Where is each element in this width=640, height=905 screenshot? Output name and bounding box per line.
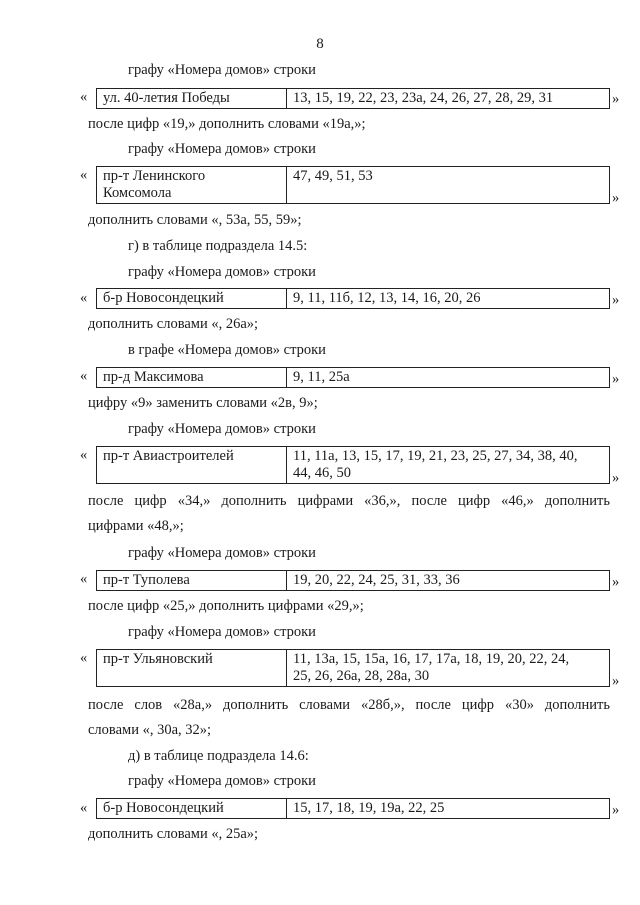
quote-open: « <box>80 571 88 587</box>
table-row <box>96 446 610 484</box>
quote-open: « <box>80 447 88 463</box>
instruction-text-continued: словами «, 30а, 32»; <box>88 722 212 738</box>
street-name: пр-д Максимова <box>97 368 287 387</box>
quote-open: « <box>80 800 88 816</box>
house-numbers-line: 11, 13а, 15, 15а, 16, 17, 17а, 18, 19, 20, 22, 24, <box>293 651 570 667</box>
house-numbers: 15, 17, 18, 19, 19а, 22, 25 <box>293 800 445 816</box>
table-row <box>96 88 610 109</box>
table-row <box>96 798 610 819</box>
block-heading: графу «Номера домов» строки <box>128 773 316 789</box>
subsection-heading: г) в таблице подраздела 14.5: <box>128 238 308 254</box>
table-row <box>96 570 610 591</box>
quote-close: » <box>612 574 620 590</box>
street-name: ул. 40-летия Победы <box>97 89 287 108</box>
block-heading: графу «Номера домов» строки <box>128 264 316 280</box>
street-name <box>97 167 287 203</box>
instruction-text: после цифр «34,» дополнить цифрами «36,», после цифр «46,» дополнить <box>88 493 610 509</box>
house-numbers: 19, 20, 22, 24, 25, 31, 33, 36 <box>293 572 460 588</box>
quote-open: « <box>80 650 88 666</box>
quote-close: » <box>612 673 620 689</box>
street-name: пр-т Авиастроителей <box>97 447 287 483</box>
instruction-text: после слов «28а,» дополнить словами «28б,», после цифр «30» дополнить <box>88 697 610 713</box>
subsection-heading: д) в таблице подраздела 14.6: <box>128 748 309 764</box>
house-numbers: 47, 49, 51, 53 <box>293 168 373 184</box>
instruction-text: дополнить словами «, 53а, 55, 59»; <box>88 212 302 228</box>
street-name-line: Комсомола <box>103 185 172 201</box>
quote-open: « <box>80 368 88 384</box>
house-numbers-line: 25, 26, 26а, 28, 28а, 30 <box>293 668 430 684</box>
block-heading: графу «Номера домов» строки <box>128 624 316 640</box>
block-heading: графу «Номера домов» строки <box>128 141 316 157</box>
street-name-line: пр-т Ленинского <box>103 168 206 184</box>
house-numbers: 9, 11, 11б, 12, 13, 14, 16, 20, 26 <box>293 290 481 306</box>
house-numbers: 13, 15, 19, 22, 23, 23а, 24, 26, 27, 28, 29, 31 <box>293 90 554 106</box>
house-numbers-line: 11, 11а, 13, 15, 17, 19, 21, 23, 25, 27, 34, 38, 40, <box>293 448 578 464</box>
instruction-text: дополнить словами «, 26а»; <box>88 316 259 332</box>
quote-close: » <box>612 292 620 308</box>
street-name: б-р Новосондецкий <box>97 289 287 308</box>
instruction-text: после цифр «25,» дополнить цифрами «29,»; <box>88 598 364 614</box>
block-heading: в графе «Номера домов» строки <box>128 342 326 358</box>
table-row <box>96 288 610 309</box>
street-name: пр-т Туполева <box>97 571 287 590</box>
table-row <box>96 367 610 388</box>
instruction-text: дополнить словами «, 25а»; <box>88 826 259 842</box>
quote-close: » <box>612 190 620 206</box>
table-row <box>96 166 610 204</box>
quote-open: « <box>80 167 88 183</box>
quote-close: » <box>612 802 620 818</box>
quote-open: « <box>80 89 88 105</box>
block-heading: графу «Номера домов» строки <box>128 62 316 78</box>
quote-close: » <box>612 91 620 107</box>
house-numbers <box>287 447 609 483</box>
house-numbers <box>287 650 609 686</box>
instruction-text-continued: цифрами «48,»; <box>88 518 184 534</box>
instruction-text: после цифр «19,» дополнить словами «19а,»; <box>88 116 366 132</box>
block-heading: графу «Номера домов» строки <box>128 545 316 561</box>
house-numbers: 9, 11, 25а <box>293 369 350 385</box>
house-numbers-line: 44, 46, 50 <box>293 465 351 481</box>
quote-open: « <box>80 290 88 306</box>
street-name: б-р Новосондецкий <box>97 799 287 818</box>
page-number: 8 <box>316 36 324 52</box>
quote-close: » <box>612 470 620 486</box>
street-name: пр-т Ульяновский <box>97 650 287 686</box>
block-heading: графу «Номера домов» строки <box>128 421 316 437</box>
instruction-text: цифру «9» заменить словами «2в, 9»; <box>88 395 318 411</box>
table-row <box>96 649 610 687</box>
quote-close: » <box>612 371 620 387</box>
